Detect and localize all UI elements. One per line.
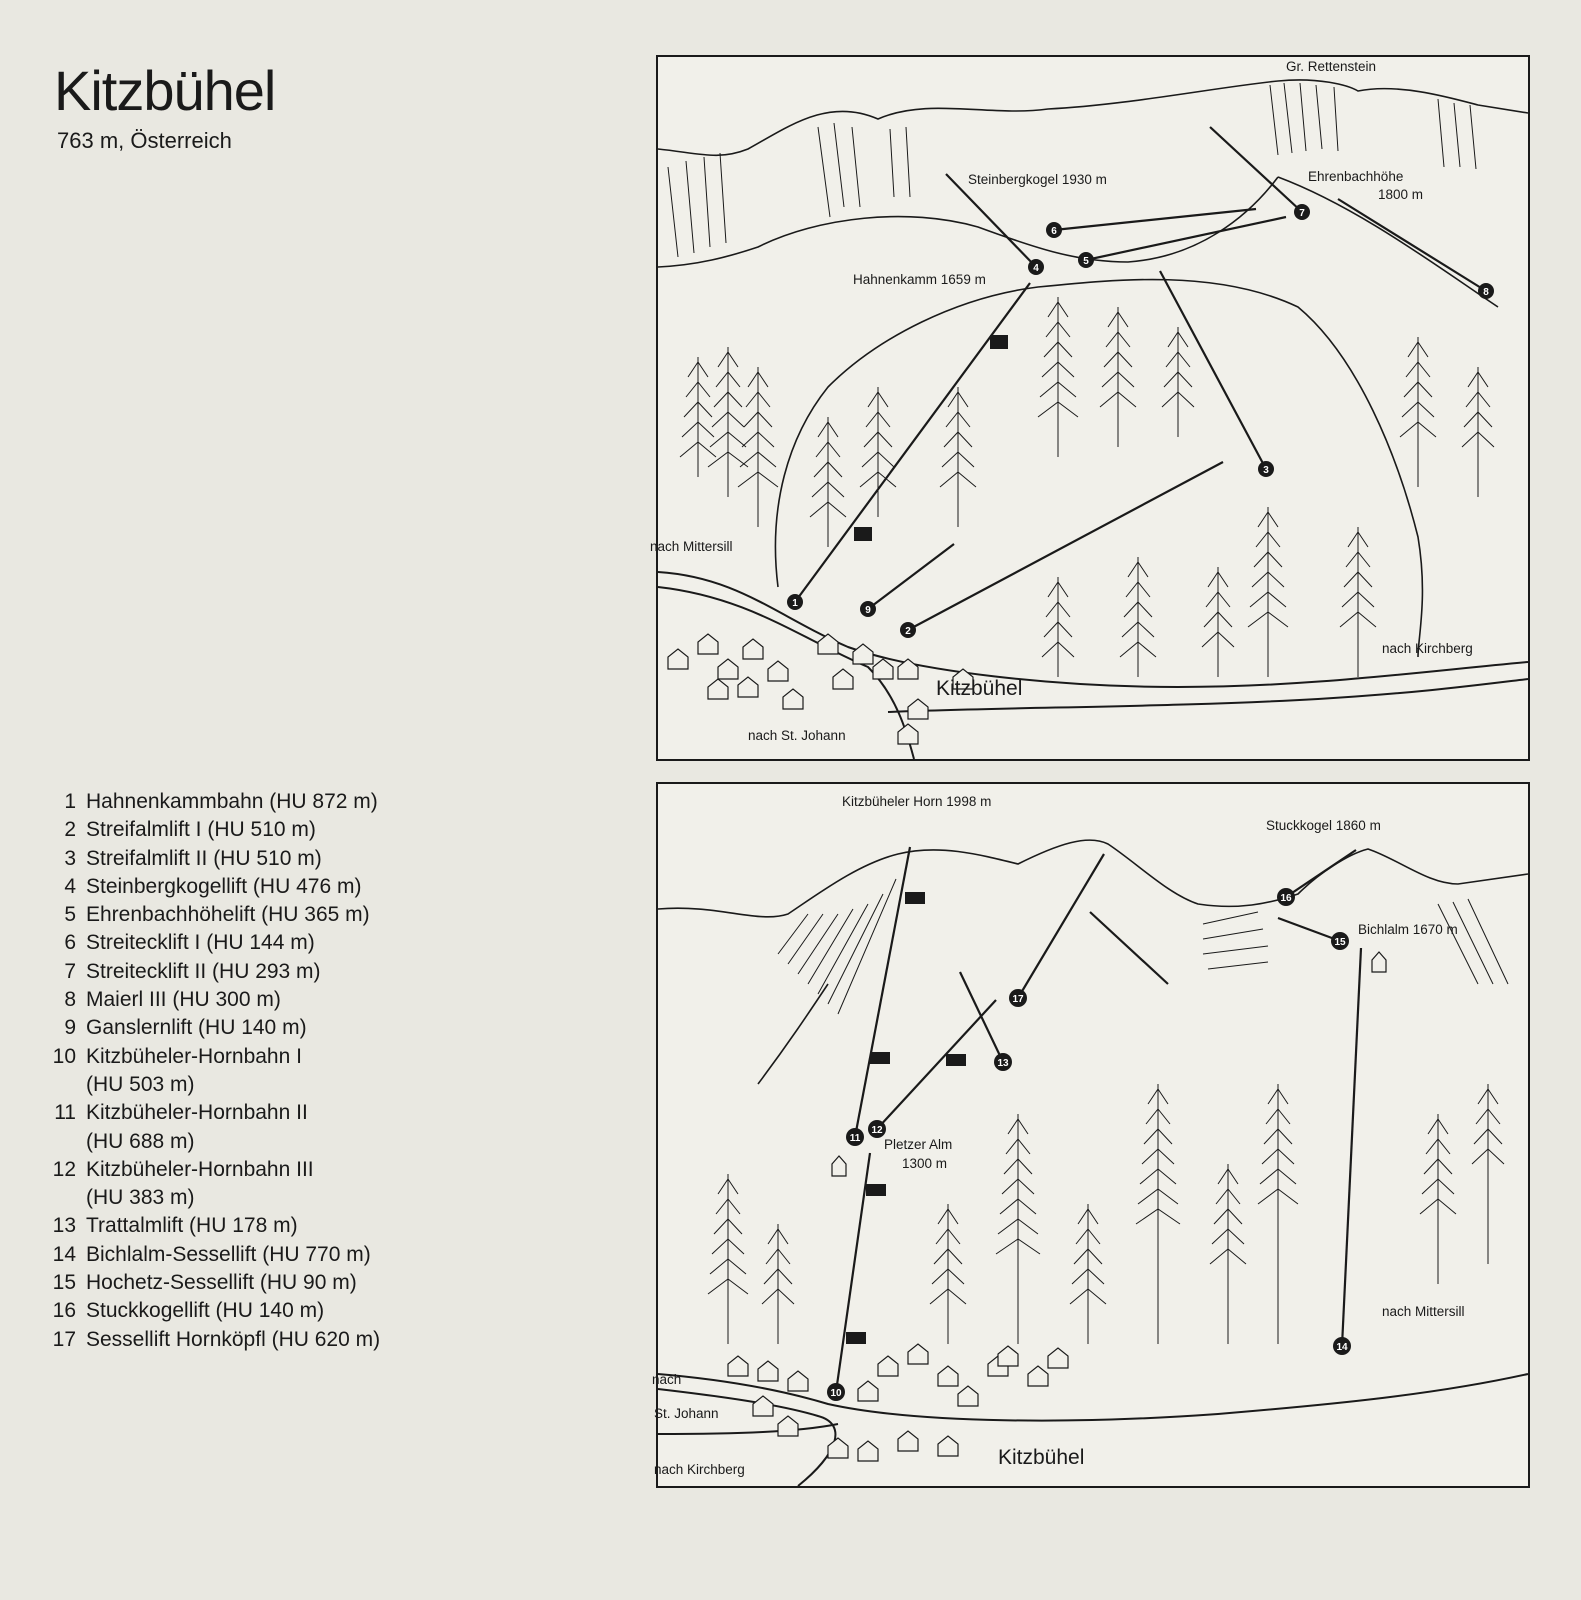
forest-lower	[1042, 337, 1494, 677]
lift-badge-13	[994, 1053, 1012, 1071]
map-kitzbueheler-horn	[652, 782, 1530, 1488]
svg-text:10: 10	[830, 1388, 842, 1399]
place-label-bichlalm: Bichlalm 1670 m	[1358, 922, 1458, 937]
lift-2-line	[908, 462, 1223, 630]
cable-cars	[854, 335, 1008, 541]
slope-outline	[658, 177, 1278, 267]
hut-icon-bichlalm	[1372, 952, 1386, 972]
legend-text: Hochetz-Sessellift (HU 90 m)	[86, 1271, 357, 1295]
lift-17b-line	[1090, 912, 1168, 984]
legend-number: 1	[64, 790, 76, 813]
lift-7-line	[1210, 127, 1302, 212]
town-houses	[728, 1344, 1068, 1461]
legend-item	[38, 1071, 506, 1099]
legend-number: 15	[52, 1271, 76, 1295]
legend-number: 12	[52, 1157, 76, 1181]
legend-text: Steinbergkogellift (HU 476 m)	[86, 874, 362, 898]
svg-text:13: 13	[997, 1058, 1009, 1069]
svg-text:7: 7	[1299, 208, 1305, 219]
legend-text: Streifalmlift I (HU 510 m)	[86, 818, 316, 842]
peak-label-steinbergkogel: Steinbergkogel 1930 m	[968, 172, 1107, 187]
slope-outline	[775, 280, 1422, 657]
road-label-mittersill: nach Mittersill	[650, 539, 733, 554]
lift-badge-2	[900, 622, 916, 638]
peak-label-hahnenkamm: Hahnenkamm 1659 m	[853, 272, 986, 287]
legend-text: Ehrenbachhöhelift (HU 365 m)	[86, 903, 370, 927]
legend-item	[38, 1014, 506, 1042]
town-label: Kitzbühel	[936, 677, 1023, 700]
lift-lines	[836, 847, 1361, 1392]
hut-icon-pletzer	[832, 1156, 846, 1176]
svg-text:14: 14	[1336, 1342, 1348, 1353]
gondola-icon	[846, 1332, 866, 1344]
lift-badge-14	[1333, 1337, 1351, 1355]
town-label: Kitzbühel	[998, 1446, 1085, 1469]
legend-item	[38, 901, 506, 929]
legend-text: (HU 503 m)	[86, 1072, 195, 1096]
road-label-kirchberg: nach Kirchberg	[1382, 641, 1473, 656]
slope-outline	[758, 984, 828, 1084]
svg-text:5: 5	[1083, 256, 1089, 267]
legend-item	[38, 1326, 506, 1354]
peak-label-kitzbueheler-horn: Kitzbüheler Horn 1998 m	[842, 794, 992, 809]
legend-number: 3	[64, 846, 76, 870]
lift-badge-1	[787, 594, 803, 610]
legend-text: Maierl III (HU 300 m)	[86, 988, 281, 1012]
legend-number	[38, 1071, 86, 1099]
svg-text:3: 3	[1263, 465, 1269, 476]
legend-number: 8	[64, 988, 76, 1012]
legend-text: Kitzbüheler-Hornbahn III	[86, 1157, 314, 1181]
lift-badge-11	[846, 1128, 864, 1146]
legend-item	[38, 929, 506, 957]
lift-badge-12	[868, 1120, 886, 1138]
svg-text:16: 16	[1280, 893, 1292, 904]
lift-4-line	[946, 174, 1036, 267]
legend-text: Sessellift Hornköpfl (HU 620 m)	[86, 1327, 381, 1351]
legend-text: Bichlalm-Sessellift (HU 770 m)	[86, 1242, 371, 1266]
lift-badge-7	[1294, 204, 1310, 220]
legend-number: 10	[52, 1044, 76, 1068]
lift-legend	[38, 788, 506, 1354]
page-subtitle: 763 m, Österreich	[57, 128, 232, 153]
map-hahnenkamm-drawing	[650, 57, 1528, 759]
svg-text:8: 8	[1483, 287, 1489, 298]
peak-label-rettenstein: Gr. Rettenstein	[1286, 59, 1377, 74]
lift-badge-3	[1258, 461, 1274, 477]
legend-text: (HU 688 m)	[86, 1129, 195, 1153]
lift-14-line	[1342, 948, 1361, 1346]
legend-text: Trattalmlift (HU 178 m)	[86, 1214, 298, 1238]
svg-text:12: 12	[871, 1125, 883, 1136]
svg-text:6: 6	[1051, 226, 1057, 237]
legend-number	[38, 1128, 86, 1156]
road-label-st-johann: St. Johann	[654, 1406, 719, 1421]
road-label-kirchberg: nach Kirchberg	[654, 1462, 745, 1477]
lift-9-line	[868, 544, 954, 609]
svg-text:2: 2	[905, 626, 911, 637]
lift-badge-4	[1028, 259, 1044, 275]
legend-item	[38, 788, 506, 816]
gondola-icon	[854, 527, 872, 541]
gondola-icon	[905, 892, 925, 904]
svg-text:15: 15	[1334, 937, 1346, 948]
mountain-ridge	[658, 840, 1528, 917]
legend-text: (HU 383 m)	[86, 1186, 195, 1210]
legend-item	[38, 1128, 506, 1156]
gondola-icon	[990, 335, 1008, 349]
mountain-hatching	[778, 879, 1508, 1014]
lift-1-line	[795, 283, 1030, 602]
legend-number: 11	[54, 1101, 76, 1125]
peak-altitude-ehrenbachhoehe: 1800 m	[1378, 187, 1424, 202]
page-title: Kitzbühel	[54, 59, 276, 122]
lift-badge-10	[827, 1383, 845, 1401]
lift-11-line	[855, 847, 910, 1137]
legend-number: 9	[64, 1016, 76, 1040]
place-label-pletzer-alm: Pletzer Alm	[884, 1137, 953, 1152]
gondola-icon	[870, 1052, 890, 1064]
legend-item	[38, 1241, 506, 1269]
legend-item	[38, 1043, 506, 1071]
road-label-mittersill: nach Mittersill	[1382, 1304, 1465, 1319]
lift-badge-8	[1478, 283, 1494, 299]
svg-text:9: 9	[865, 605, 871, 616]
legend-number: 13	[52, 1214, 76, 1238]
forest-center	[810, 297, 1194, 547]
gondola-icon	[946, 1054, 966, 1066]
mountain-ridge	[658, 80, 1528, 155]
legend-number: 17	[52, 1327, 76, 1351]
legend-item	[38, 816, 506, 844]
legend-item	[38, 845, 506, 873]
legend-number: 2	[64, 818, 76, 842]
legend-text: Kitzbüheler-Hornbahn I	[86, 1044, 302, 1068]
legend-text: Hahnenkammbahn (HU 872 m)	[86, 790, 378, 813]
lift-10-line	[836, 1153, 870, 1392]
forest-left	[680, 347, 778, 527]
lift-badge-6	[1046, 222, 1062, 238]
lift-badges	[787, 204, 1494, 638]
legend-item	[38, 986, 506, 1014]
legend-number: 14	[52, 1242, 76, 1266]
legend-item	[38, 1184, 506, 1212]
svg-text:1: 1	[792, 598, 798, 609]
lift-badge-5	[1078, 252, 1094, 268]
legend-item	[38, 1269, 506, 1297]
legend-number: 16	[52, 1299, 76, 1323]
legend-number: 5	[64, 903, 76, 927]
legend-text: Stuckkogellift (HU 140 m)	[86, 1299, 325, 1323]
place-altitude-pletzer-alm: 1300 m	[902, 1156, 948, 1171]
lift-16-line	[1286, 850, 1356, 897]
legend-item	[38, 873, 506, 901]
legend-text: Kitzbüheler-Hornbahn II	[86, 1101, 308, 1125]
lift-8-line	[1338, 199, 1486, 291]
legend-text: Ganslernlift (HU 140 m)	[86, 1016, 307, 1040]
legend-text: Streitecklift II (HU 293 m)	[86, 959, 321, 983]
lift-17-line	[1018, 854, 1104, 998]
peak-label-ehrenbachhoehe: Ehrenbachhöhe	[1308, 169, 1404, 184]
lift-badge-15	[1331, 932, 1349, 950]
valley-road	[658, 1424, 838, 1434]
lift-badge-9	[860, 601, 876, 617]
legend-number: 7	[64, 959, 76, 983]
legend-text: Streitecklift I (HU 144 m)	[86, 931, 315, 955]
lift-15-line	[1278, 918, 1340, 941]
legend-item	[38, 958, 506, 986]
svg-text:17: 17	[1012, 994, 1024, 1005]
lift-badge-17	[1009, 989, 1027, 1007]
peak-label-stuckkogel: Stuckkogel 1860 m	[1266, 818, 1381, 833]
svg-text:4: 4	[1033, 263, 1039, 274]
road-label-nach: nach	[652, 1372, 682, 1387]
lift-lines	[795, 127, 1486, 630]
lift-3-line	[1160, 271, 1266, 469]
legend-text: Streifalmlift II (HU 510 m)	[86, 846, 322, 870]
lift-13-line	[960, 972, 1003, 1062]
legend-number: 4	[64, 874, 76, 898]
legend-item	[38, 1297, 506, 1325]
legend-number	[38, 1184, 86, 1212]
lift-badge-16	[1277, 888, 1295, 906]
road-label-st-johann: nach St. Johann	[748, 728, 846, 743]
map-hahnenkamm	[650, 55, 1530, 761]
legend-item	[38, 1156, 506, 1184]
legend-item	[38, 1099, 506, 1127]
svg-text:11: 11	[849, 1133, 861, 1144]
lift-12-line	[877, 1000, 996, 1129]
gondola-icon	[866, 1184, 886, 1196]
map-horn-drawing	[652, 784, 1528, 1486]
legend-number: 6	[64, 931, 76, 955]
legend-item	[38, 1212, 506, 1240]
